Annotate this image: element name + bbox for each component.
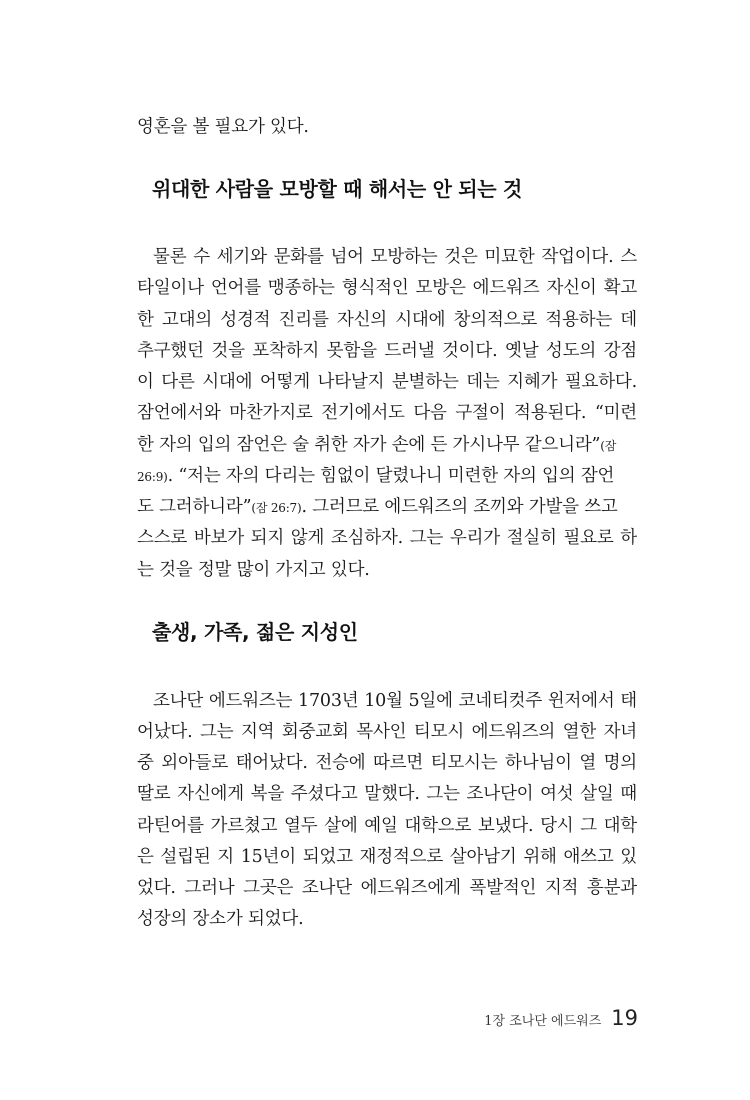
page-footer [484, 1006, 638, 1036]
line-text: . “저는 자의 다리는 힘없이 달렸나니 미련한 자의 입의 잠언 [167, 466, 615, 486]
section-heading-imitation: 위대한 사람을 모방할 때 해서는 안 되는 것 [152, 177, 522, 201]
running-footer-chapter: 1장 조나단 에드워즈 [484, 1014, 602, 1029]
paragraph-line: 한 고대의 성경적 진리를 자신의 시대에 창의적으로 적용하는 데 [137, 310, 637, 330]
page-number: 19 [611, 1006, 638, 1030]
paragraph-line: 타일이나 언어를 맹종하는 형식적인 모방은 에드워즈 자신이 확고 [137, 278, 637, 298]
line-text: . 그러므로 에드워즈의 조끼와 가발을 쓰고 [301, 497, 618, 517]
line-text: 도 그러하니라” [137, 497, 252, 517]
paragraph-line: 성장의 장소가 되었다. [137, 909, 304, 929]
scripture-reference: 26:9) [137, 470, 168, 484]
paragraph-line: 중 외아들로 태어났다. 전승에 따르면 티모시는 하나님이 열 명의 [137, 753, 637, 773]
paragraph-line: 스스로 바보가 되지 않게 조심하자. 그는 우리가 절실히 필요로 하 [137, 528, 637, 548]
section-heading-birth-family: 출생, 가족, 젊은 지성인 [152, 620, 358, 644]
paragraph-line: 잠언에서와 마찬가지로 전기에서도 다음 구절이 적용된다. “미련 [137, 403, 637, 423]
paragraph-line: 추구했던 것을 포착하지 못함을 드러낼 것이다. 옛날 성도의 강점 [137, 341, 637, 361]
scripture-reference: (잠 26:7) [251, 501, 302, 515]
paragraph-line: 물론 수 세기와 문화를 넘어 모방하는 것은 미묘한 작업이다. 스 [153, 247, 637, 267]
paragraph-line [137, 461, 637, 492]
paragraph-line: 어났다. 그는 지역 회중교회 목사인 티모시 에드워즈의 열한 자녀 [137, 722, 637, 742]
line-text: 한 자의 입의 잠언은 술 취한 자가 손에 든 가시나무 같으니라” [137, 435, 601, 455]
paragraph-line: 딸로 자신에게 복을 주셨다고 말했다. 그는 조나단이 여섯 살일 때 [137, 784, 637, 804]
paragraph-line: 이 다른 시대에 어떻게 나타날지 분별하는 데는 지혜가 필요하다. [137, 372, 637, 392]
paragraph-line [137, 492, 637, 523]
paragraph-line: 라틴어를 가르쳤고 열두 살에 예일 대학으로 보냈다. 당시 그 대학 [137, 816, 637, 836]
paragraph-line: 은 설립된 지 15년이 되었고 재정적으로 살아남기 위해 애쓰고 있 [137, 847, 637, 867]
scripture-reference: (잠 [600, 439, 617, 453]
paragraph-line [137, 430, 637, 461]
intro-line: 영혼을 볼 필요가 있다. [137, 117, 309, 137]
paragraph-line: 는 것을 정말 많이 가지고 있다. [137, 560, 370, 580]
paragraph-line: 조나단 에드워즈는 1703년 10월 5일에 코네티컷주 윈저에서 태 [153, 691, 637, 711]
paragraph-line: 었다. 그러나 그곳은 조나단 에드워즈에게 폭발적인 지적 흥분과 [137, 878, 637, 898]
